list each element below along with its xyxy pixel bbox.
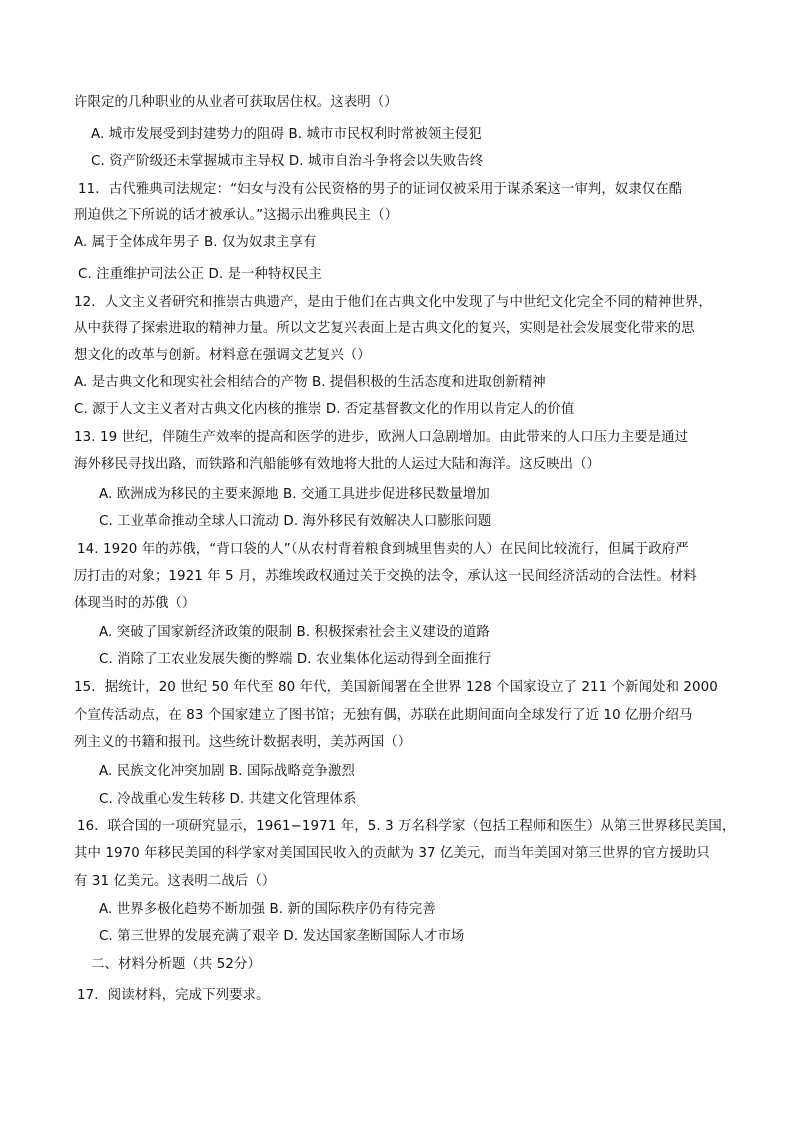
q11-stem-line1: 11．古代雅典司法规定：“妇女与没有公民资格的男子的证词仅被采用于谋杀案这一审判，奴隶仅在酷 — [78, 182, 683, 197]
q13-stem-line1: 13. 19 世纪，伴随生产效率的提高和医学的进步，欧洲人口急剧增加。由此带来的人口压力主要是通过 — [74, 430, 689, 445]
q10-stem-tail: 许限定的几种职业的从业者可获取居住权。这表明（） — [74, 95, 398, 110]
q12-stem-line2: 从中获得了探索进取的精神力量。所以文艺复兴表面上是古典文化的复兴，实则是社会发展变化带来的思 — [74, 321, 695, 336]
q14-stem-line1: 14. 1920 年的苏俄，“背口袋的人”（从农村背着粮食到城里售卖的人）在民间比较流行，但属于政府严 — [77, 542, 689, 557]
q16-stem-line3: 有 31 亿美元。这表明二战后（） — [74, 874, 276, 889]
q12-stem-line1: 12．人文主义者研究和推崇古典遗产，是由于他们在古典文化中发现了与中世纪文化完全不同的精神世界， — [74, 295, 712, 310]
q10-options-ab: A. 城市发展受到封建势力的阻碍 B. 城市市民权利时常被领主侵犯 — [91, 127, 482, 142]
q13-options-cd: C. 工业革命推动全球人口流动 D. 海外移民有效解决人口膨胀问题 — [99, 514, 492, 529]
q17-stem: 17．阅读材料，完成下列要求。 — [77, 988, 270, 1003]
q16-options-cd: C. 第三世界的发展充满了艰辛 D. 发达国家垄断国际人才市场 — [99, 929, 465, 944]
q15-stem-line1: 15．据统计，20 世纪 50 年代至 80 年代，美国新闻署在全世界 128 个国家设立了 211 个新闻处和 2000 — [74, 680, 718, 695]
q12-options-cd: C. 源于人文主义者对古典文化内核的推崇 D. 否定基督教文化的作用以肯定人的价值 — [74, 402, 575, 417]
section-heading: 二、材料分析题（共 52分） — [91, 957, 261, 972]
q16-options-ab: A. 世界多极化趋势不断加强 B. 新的国际秩序仍有待完善 — [99, 902, 436, 917]
q11-options-ab: A. 属于全体成年男子 B. 仅为奴隶主享有 — [74, 235, 317, 250]
q16-stem-line1: 16．联合国的一项研究显示，1961−1971 年，5. 3 万名科学家（包括工程师和医生）从第三世界移民美国， — [77, 819, 736, 834]
q14-stem-line3: 体现当时的苏俄（） — [74, 596, 196, 611]
q15-options-ab: A. 民族文化冲突加剧 B. 国际战略竞争激烈 — [99, 764, 355, 779]
q13-stem-line2: 海外移民寻找出路，而铁路和汽船能够有效地将大批的人运过大陆和海洋。这反映出（） — [74, 457, 601, 472]
q15-stem-line3: 列主义的书籍和报刊。这些统计数据表明，美苏两国（） — [74, 735, 412, 750]
q11-options-cd: C. 注重维护司法公正 D. 是一种特权民主 — [78, 267, 323, 282]
q14-options-cd: C. 消除了工农业发展失衡的弊端 D. 农业集体化运动得到全面推行 — [99, 652, 492, 667]
q10-options-cd: C. 资产阶级还未掌握城市主导权 D. 城市自治斗争将会以失败告终 — [91, 154, 484, 169]
q12-stem-line3: 想文化的改革与创新。材料意在强调文艺复兴（） — [74, 348, 371, 363]
q14-options-ab: A. 突破了国家新经济政策的限制 B. 积极探索社会主义建设的道路 — [99, 625, 490, 640]
q11-stem-line2: 刑迫供之下所说的话才被承认。”这揭示出雅典民主（） — [74, 208, 399, 223]
q12-options-ab: A. 是古典文化和现实社会相结合的产物 B. 提倡积极的生活态度和进取创新精神 — [74, 375, 546, 390]
q14-stem-line2: 厉打击的对象；1921 年 5 月，苏维埃政权通过关于交换的法令，承认这一民间经济活动的合法性。材料 — [74, 569, 697, 584]
q15-options-cd: C. 冷战重心发生转移 D. 共建文化管理体系 — [99, 792, 357, 807]
q16-stem-line2: 其中 1970 年移民美国的科学家对美国国民收入的贡献为 37 亿美元，而当年美国对第三世界的官方援助只 — [74, 846, 710, 861]
q15-stem-line2: 个宣传活动点，在 83 个国家建立了图书馆；无独有偶，苏联在此期间面向全球发行了近 10 亿册介绍马 — [74, 708, 693, 723]
q13-options-ab: A. 欧洲成为移民的主要来源地 B. 交通工具进步促进移民数量增加 — [99, 487, 490, 502]
